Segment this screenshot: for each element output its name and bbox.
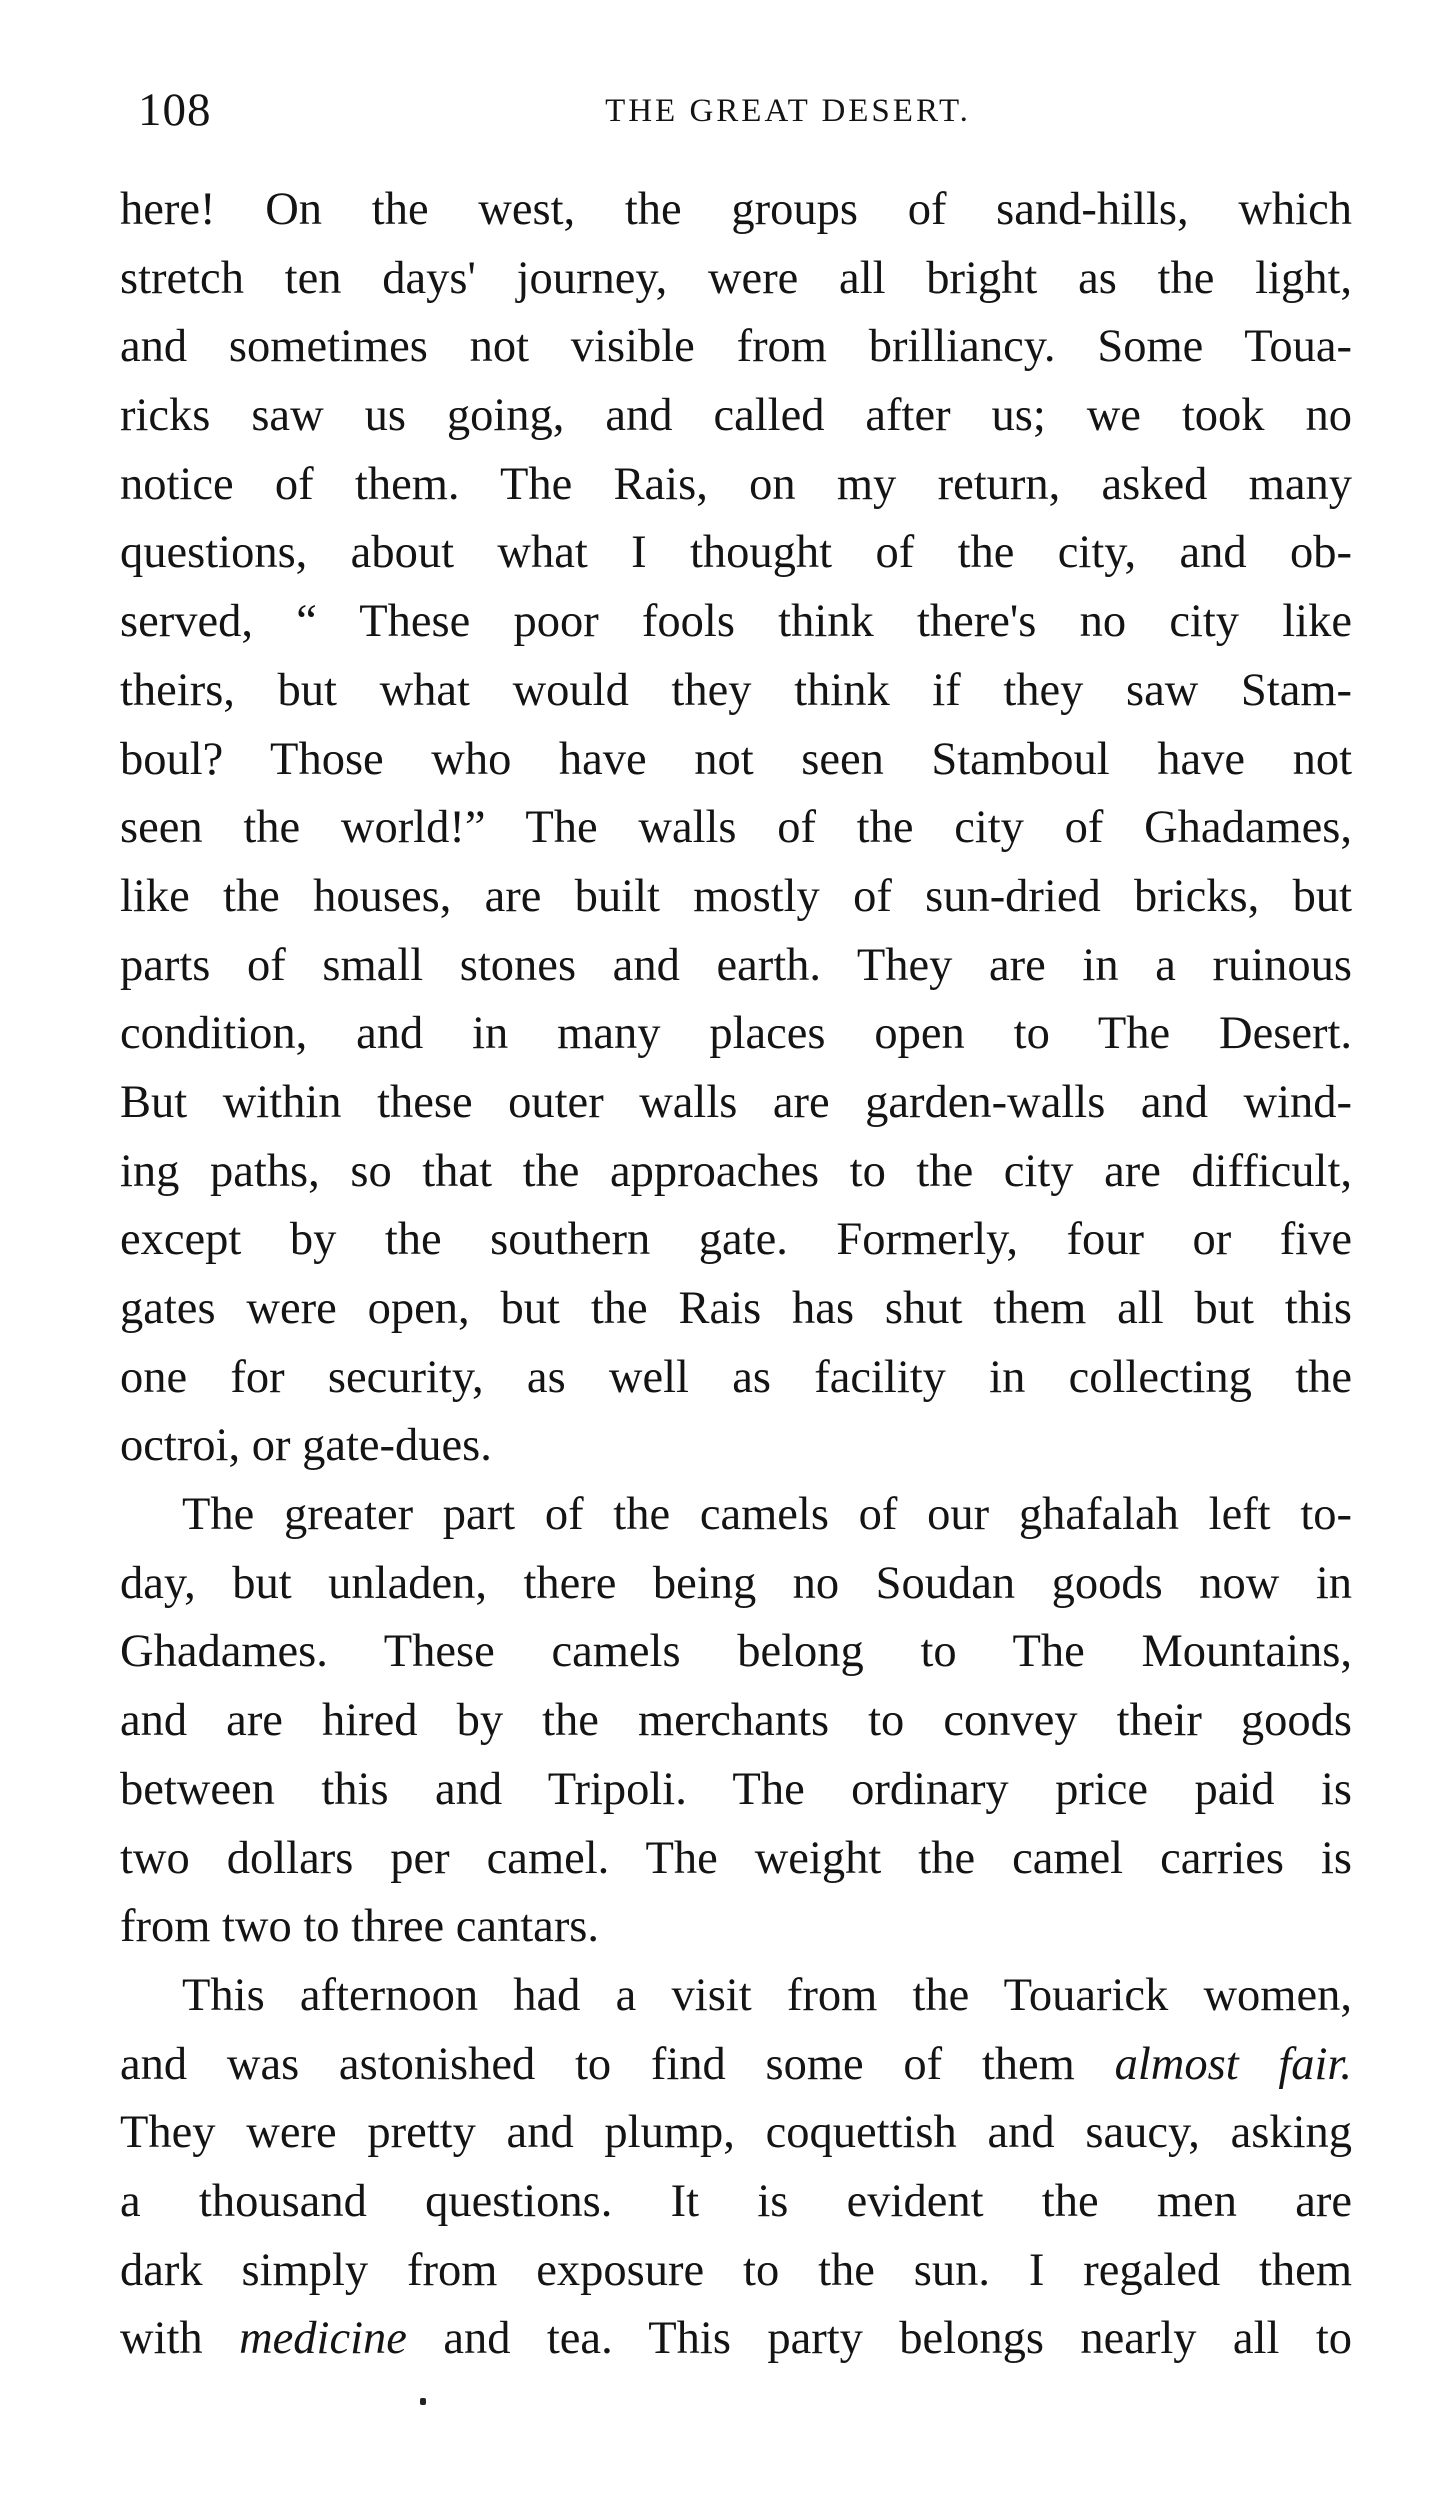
text-line: like the houses, are built mostly of sun-dried bricks, but <box>120 870 1352 922</box>
text-line: here! On the west, the groups of sand-hills, which <box>120 184 1352 235</box>
text-line: two dollars per camel. The weight the camel carries is <box>120 1832 1352 1884</box>
text-line: stretch ten days' journey, were all bright as the light, <box>120 252 1352 304</box>
text-line: dark simply from exposure to the sun. I regaled them <box>120 2244 1352 2296</box>
text-line: Ghadames. These camels belong to The Mountains, <box>120 1626 1352 1678</box>
text-line: one for security, as well as facility in collecting the <box>120 1351 1352 1403</box>
text-line: boul? Those who have not seen Stamboul have not <box>120 733 1352 785</box>
text-line: a thousand questions. It is evident the men are <box>120 2175 1352 2227</box>
text-line: served, “ These poor fools think there's no city like <box>120 596 1352 648</box>
text-line: questions, about what I thought of the city, and ob- <box>120 527 1352 579</box>
page-header <box>138 80 1348 140</box>
body-text <box>120 176 1352 2374</box>
text-line: theirs, but what would they think if they saw Stam- <box>120 664 1352 716</box>
text-line: gates were open, but the Rais has shut them all but this <box>120 1283 1352 1334</box>
text-line: The greater part of the camels of our ghafalah left to- <box>182 1489 1352 1541</box>
italic-text: medicine <box>239 2313 407 2365</box>
text-line: They were pretty and plump, coquettish and saucy, asking <box>120 2107 1352 2159</box>
text-line: except by the southern gate. Formerly, four or five <box>120 1214 1352 1266</box>
text-line: ing paths, so that the approaches to the city are difficult, <box>120 1145 1352 1197</box>
text-line: But within these outer walls are garden-walls and wind- <box>120 1076 1352 1128</box>
text-line: octroi, or gate-dues. <box>120 1420 492 1472</box>
text-line: parts of small stones and earth. They are in a ruinous <box>120 939 1352 991</box>
text-line <box>120 2031 1352 2100</box>
text-line: and are hired by the merchants to convey their goods <box>120 1695 1352 1747</box>
text-line: notice of them. The Rais, on my return, asked many <box>120 458 1352 510</box>
text-fragment: and tea. This party belongs nearly all to <box>406 2313 1352 2365</box>
text-line: condition, and in many places open to The Desert. <box>120 1008 1352 1060</box>
italic-text: almost fair. <box>1114 2038 1353 2090</box>
text-fragment: and was astonished to find some of them <box>120 2038 1115 2090</box>
text-line: This afternoon had a visit from the Touarick women, <box>182 1969 1352 2021</box>
ink-speck <box>420 2398 426 2405</box>
text-line: ricks saw us going, and called after us; we took no <box>120 390 1352 442</box>
text-line: between this and Tripoli. The ordinary price paid is <box>120 1763 1352 1815</box>
running-head: THE GREAT DESERT. <box>605 93 971 129</box>
text-line <box>120 2305 1352 2374</box>
page-number: 108 <box>138 84 212 136</box>
text-line: day, but unladen, there being no Soudan goods now in <box>120 1557 1352 1609</box>
text-line: from two to three cantars. <box>120 1901 600 1953</box>
text-line: and sometimes not visible from brilliancy. Some Toua- <box>120 321 1352 373</box>
text-fragment: with <box>120 2313 240 2365</box>
text-line: seen the world!” The walls of the city of Ghadames, <box>120 802 1352 854</box>
